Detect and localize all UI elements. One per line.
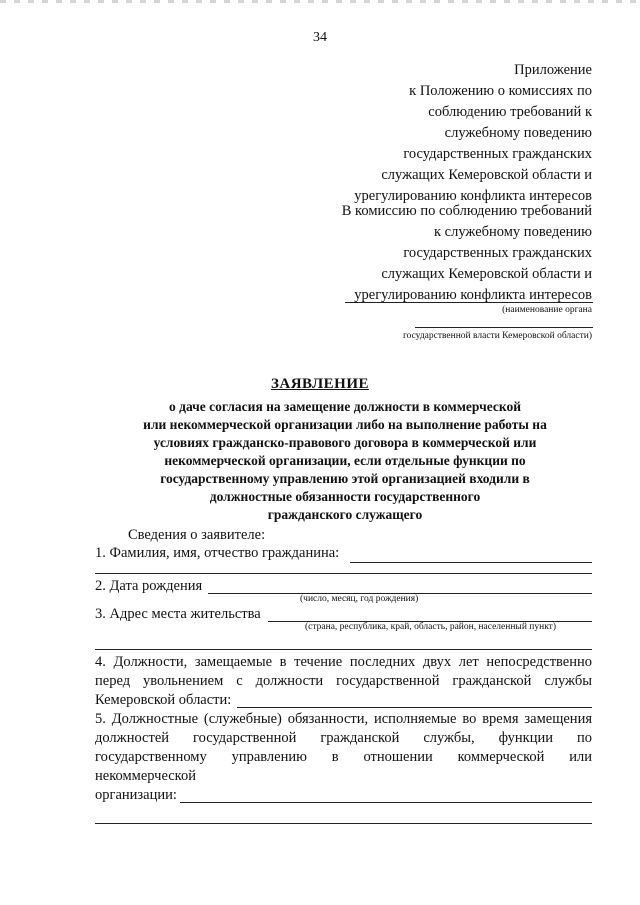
birth-date-hint: (число, месяц, год рождения) bbox=[300, 594, 419, 604]
birth-date-label: 2. Дата рождения bbox=[95, 578, 203, 594]
duties-label-line: 5. Должностные (служебные) обязанности, исполняемые во время замещения bbox=[95, 711, 592, 727]
appendix-header bbox=[354, 60, 592, 207]
organ-name-line-2[interactable] bbox=[415, 327, 593, 328]
appendix-line: Приложение bbox=[514, 62, 592, 78]
subtitle-line: или некоммерческой организации либо на выполнение работы на bbox=[143, 417, 547, 432]
subtitle-line: некоммерческой организации, если отдельные функции по bbox=[164, 453, 526, 468]
appendix-line: служащих Кемеровской области и bbox=[381, 167, 592, 183]
positions-field[interactable] bbox=[237, 707, 592, 708]
addressee-line: урегулированию конфликта интересов bbox=[354, 287, 592, 303]
subtitle-line: должностные обязанности государственного bbox=[209, 489, 481, 504]
appendix-line: урегулированию конфликта интересов bbox=[354, 188, 592, 204]
subtitle-line: гражданского служащего bbox=[267, 507, 423, 522]
duties-label-last: организации: bbox=[95, 787, 177, 803]
document-subtitle bbox=[95, 398, 595, 524]
subtitle-line: условиях гражданско-правового договора в коммерческой или bbox=[153, 435, 537, 450]
organ-name-line[interactable] bbox=[345, 302, 593, 303]
addressee-line: к служебному поведению bbox=[433, 224, 592, 240]
duties-field-continued[interactable] bbox=[95, 823, 592, 824]
address-field-continued[interactable] bbox=[95, 649, 592, 650]
appendix-line: соблюдению требований к bbox=[428, 104, 592, 120]
document-title: ЗАЯВЛЕНИЕ bbox=[270, 376, 370, 392]
applicant-info-heading: Сведения о заявителе: bbox=[128, 527, 266, 543]
address-hint: (страна, республика, край, область, район, населенный пункт) bbox=[305, 622, 556, 632]
full-name-field-continued[interactable] bbox=[95, 573, 592, 574]
subtitle-line: о даче согласия на замещение должности в коммерческой bbox=[169, 399, 521, 414]
address-label: 3. Адрес места жительства bbox=[95, 606, 261, 622]
page-number: 34 bbox=[313, 30, 327, 45]
appendix-line: служебному поведению bbox=[444, 125, 592, 141]
addressee-line: государственных гражданских bbox=[403, 245, 592, 261]
duties-label-line: должностей государственной гражданской службы, функции по bbox=[95, 730, 592, 746]
full-name-label: 1. Фамилия, имя, отчество гражданина: bbox=[95, 545, 340, 561]
positions-label-line: перед увольнением с должности государственной гражданской службы bbox=[95, 673, 592, 689]
duties-label-line: государственному управлению в отношении коммерческой или bbox=[95, 749, 592, 765]
duties-label-line: некоммерческой bbox=[95, 768, 196, 784]
addressee-line: служащих Кемеровской области и bbox=[381, 266, 592, 282]
organ-name-hint-2: государственной власти Кемеровской области) bbox=[402, 331, 592, 341]
appendix-line: государственных гражданских bbox=[403, 146, 592, 162]
appendix-line: к Положению о комиссиях по bbox=[409, 83, 592, 99]
addressee-block bbox=[342, 201, 592, 306]
organ-name-hint: (наименование органа bbox=[502, 305, 592, 315]
addressee-line: В комиссию по соблюдению требований bbox=[341, 203, 592, 219]
duties-field[interactable] bbox=[180, 802, 592, 803]
scan-edge-artifact bbox=[0, 0, 640, 3]
subtitle-line: государственному управлению этой организацией входили в bbox=[160, 471, 530, 486]
full-name-field[interactable] bbox=[350, 562, 592, 563]
positions-label-line: 4. Должности, замещаемые в течение последних двух лет непосредственно bbox=[95, 654, 592, 670]
positions-label-last: Кемеровской области: bbox=[95, 692, 232, 708]
